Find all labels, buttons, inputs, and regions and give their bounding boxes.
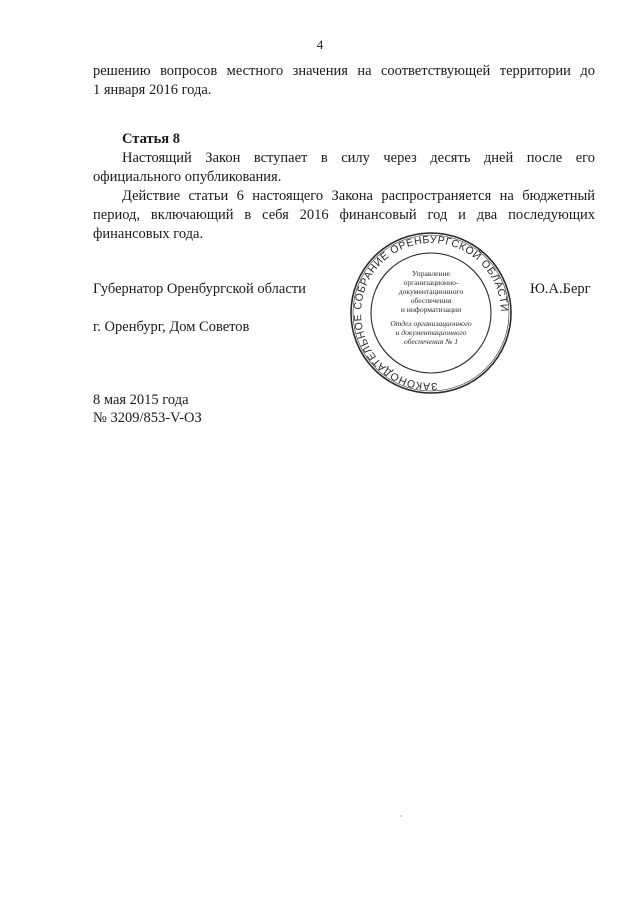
document-date: 8 мая 2015 года bbox=[93, 392, 189, 408]
signatory-name: Ю.А.Берг bbox=[530, 281, 591, 297]
document-number: № 3209/853-V-ОЗ bbox=[93, 410, 202, 426]
article-paragraph-2-line-3: финансовых года. bbox=[93, 226, 204, 242]
seal-text-line-1: Управление bbox=[411, 269, 451, 278]
seal-text-line-6: Отдел организационного bbox=[390, 319, 472, 328]
seal-text-line-8: обеспечения № 1 bbox=[403, 337, 459, 346]
seal-text-line-7: и документационного bbox=[395, 328, 467, 337]
article-paragraph-2-line-2: период, включающий в себя 2016 финансовый год и два последующих bbox=[93, 207, 595, 223]
article-paragraph-1-line-1: Настоящий Закон вступает в силу через десять дней после его bbox=[122, 150, 595, 166]
paragraph-1-line-2: 1 января 2016 года. bbox=[93, 82, 212, 98]
paragraph-1-line-1: решению вопросов местного значения на соответствующей территории до bbox=[93, 63, 595, 79]
seal-text-line-4: обеспечения bbox=[410, 296, 452, 305]
page-number: 4 bbox=[316, 37, 324, 52]
article-paragraph-1-line-2: официального опубликования. bbox=[93, 169, 282, 185]
signing-place: г. Оренбург, Дом Советов bbox=[93, 319, 250, 335]
seal-text-line-3: документационного bbox=[398, 287, 464, 296]
official-seal bbox=[348, 230, 514, 396]
scan-speck bbox=[400, 815, 402, 817]
signatory-title: Губернатор Оренбургской области bbox=[93, 281, 306, 297]
seal-ring-text: ЗАКОНОДАТЕЛЬНОЕ СОБРАНИЕ ОРЕНБУРГСКОЙ ОБЛАСТИ bbox=[351, 233, 511, 393]
article-paragraph-2-line-1: Действие статьи 6 настоящего Закона распространяется на бюджетный bbox=[122, 188, 595, 204]
seal-text-line-5: и информатизации bbox=[400, 305, 462, 314]
seal-text-line-2: организационно- bbox=[403, 278, 459, 287]
article-title: Статья 8 bbox=[122, 131, 180, 147]
